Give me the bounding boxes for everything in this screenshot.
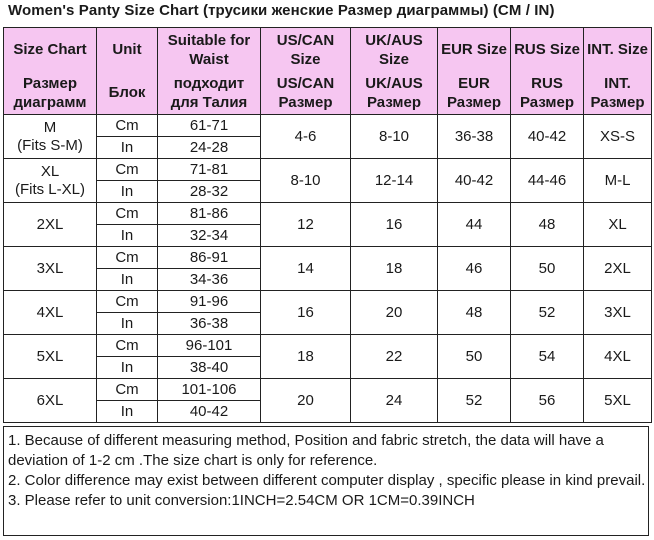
eur-size: 46 bbox=[438, 247, 511, 291]
rus-size: 48 bbox=[511, 203, 584, 247]
header-int: INT. Size bbox=[584, 28, 652, 72]
header-row-russian bbox=[4, 71, 652, 115]
us-can-size: 14 bbox=[261, 247, 351, 291]
size-label: M bbox=[43, 118, 57, 136]
size-cell: 2XL bbox=[4, 203, 97, 247]
size-fits: (Fits L-XL) bbox=[14, 180, 85, 198]
int-size: 3XL bbox=[584, 291, 652, 335]
waist-cm: 86-91 bbox=[158, 247, 261, 269]
int-size: XS-S bbox=[584, 115, 652, 159]
us-can-size: 4-6 bbox=[261, 115, 351, 159]
size-label: XL bbox=[40, 162, 60, 180]
us-can-size: 18 bbox=[261, 335, 351, 379]
size-cell: 6XL bbox=[4, 379, 97, 423]
note-1: 1. Because of different measuring method, Position and fabric stretch, the data will have a deviation of 1-2 cm .The size chart is only for reference. bbox=[8, 432, 604, 469]
waist-in: 40-42 bbox=[158, 401, 261, 423]
header-waist: Suitable for Waist bbox=[158, 28, 261, 72]
unit-in: In bbox=[97, 225, 158, 247]
eur-size: 48 bbox=[438, 291, 511, 335]
header-unit: Unit bbox=[97, 28, 158, 72]
int-size: 5XL bbox=[584, 379, 652, 423]
size-cell bbox=[4, 159, 97, 203]
header-size-chart: Size Chart bbox=[4, 28, 97, 72]
notes-box bbox=[3, 426, 649, 536]
header-eur: EUR Size bbox=[438, 28, 511, 72]
size-cell: 3XL bbox=[4, 247, 97, 291]
size-fits: (Fits S-M) bbox=[17, 136, 83, 154]
uk-aus-size: 18 bbox=[351, 247, 438, 291]
int-size: 4XL bbox=[584, 335, 652, 379]
unit-in: In bbox=[97, 313, 158, 335]
unit-cm: Cm bbox=[97, 379, 158, 401]
unit-in: In bbox=[97, 269, 158, 291]
waist-cm: 81-86 bbox=[158, 203, 261, 225]
uk-aus-size: 16 bbox=[351, 203, 438, 247]
waist-in: 32-34 bbox=[158, 225, 261, 247]
table-body bbox=[4, 115, 652, 423]
unit-cm: Cm bbox=[97, 247, 158, 269]
header-uk-aus-ru: UK/AUS Размер bbox=[351, 71, 438, 115]
waist-cm: 101-106 bbox=[158, 379, 261, 401]
table-row bbox=[4, 379, 652, 401]
header-unit-ru: Блок bbox=[97, 71, 158, 115]
waist-in: 28-32 bbox=[158, 181, 261, 203]
unit-cm: Cm bbox=[97, 203, 158, 225]
header-us-can: US/CAN Size bbox=[261, 28, 351, 72]
unit-cm: Cm bbox=[97, 335, 158, 357]
us-can-size: 20 bbox=[261, 379, 351, 423]
header-us-can-ru: US/CAN Размер bbox=[261, 71, 351, 115]
waist-cm: 91-96 bbox=[158, 291, 261, 313]
size-cell bbox=[4, 115, 97, 159]
rus-size: 50 bbox=[511, 247, 584, 291]
header-eur-ru: EUR Размер bbox=[438, 71, 511, 115]
unit-cm: Cm bbox=[97, 291, 158, 313]
chart-title: Women's Panty Size Chart (трусики женские Размер диаграммы) (CM / IN) bbox=[8, 2, 555, 19]
int-size: XL bbox=[584, 203, 652, 247]
us-can-size: 12 bbox=[261, 203, 351, 247]
table-row bbox=[4, 247, 652, 269]
table-header bbox=[4, 28, 652, 115]
waist-cm: 71-81 bbox=[158, 159, 261, 181]
us-can-size: 16 bbox=[261, 291, 351, 335]
waist-cm: 61-71 bbox=[158, 115, 261, 137]
table-row bbox=[4, 159, 652, 181]
rus-size: 52 bbox=[511, 291, 584, 335]
size-chart-table bbox=[3, 27, 652, 423]
header-uk-aus: UK/AUS Size bbox=[351, 28, 438, 72]
rus-size: 56 bbox=[511, 379, 584, 423]
rus-size: 54 bbox=[511, 335, 584, 379]
int-size: 2XL bbox=[584, 247, 652, 291]
size-cell: 4XL bbox=[4, 291, 97, 335]
unit-cm: Cm bbox=[97, 159, 158, 181]
table-row bbox=[4, 335, 652, 357]
waist-in: 24-28 bbox=[158, 137, 261, 159]
header-int-ru: INT. Размер bbox=[584, 71, 652, 115]
int-size: M-L bbox=[584, 159, 652, 203]
size-cell: 5XL bbox=[4, 335, 97, 379]
header-size-chart-ru: Размер диаграмм bbox=[4, 71, 97, 115]
eur-size: 50 bbox=[438, 335, 511, 379]
uk-aus-size: 12-14 bbox=[351, 159, 438, 203]
rus-size: 44-46 bbox=[511, 159, 584, 203]
eur-size: 44 bbox=[438, 203, 511, 247]
us-can-size: 8-10 bbox=[261, 159, 351, 203]
uk-aus-size: 20 bbox=[351, 291, 438, 335]
uk-aus-size: 8-10 bbox=[351, 115, 438, 159]
waist-in: 38-40 bbox=[158, 357, 261, 379]
rus-size: 40-42 bbox=[511, 115, 584, 159]
eur-size: 52 bbox=[438, 379, 511, 423]
uk-aus-size: 24 bbox=[351, 379, 438, 423]
unit-in: In bbox=[97, 137, 158, 159]
uk-aus-size: 22 bbox=[351, 335, 438, 379]
note-3: 3. Please refer to unit conversion:1INCH=2.54CM OR 1CM=0.39INCH bbox=[8, 492, 475, 509]
unit-cm: Cm bbox=[97, 115, 158, 137]
header-waist-ru: подходит для Талия bbox=[158, 71, 261, 115]
waist-in: 36-38 bbox=[158, 313, 261, 335]
eur-size: 40-42 bbox=[438, 159, 511, 203]
header-rus: RUS Size bbox=[511, 28, 584, 72]
header-row-english bbox=[4, 28, 652, 72]
header-rus-ru: RUS Размер bbox=[511, 71, 584, 115]
waist-in: 34-36 bbox=[158, 269, 261, 291]
table-row bbox=[4, 291, 652, 313]
note-2: 2. Color difference may exist between different computer display , specific please in kind prevail. bbox=[8, 472, 646, 489]
waist-cm: 96-101 bbox=[158, 335, 261, 357]
unit-in: In bbox=[97, 401, 158, 423]
table-row bbox=[4, 203, 652, 225]
table-row bbox=[4, 115, 652, 137]
unit-in: In bbox=[97, 181, 158, 203]
unit-in: In bbox=[97, 357, 158, 379]
eur-size: 36-38 bbox=[438, 115, 511, 159]
